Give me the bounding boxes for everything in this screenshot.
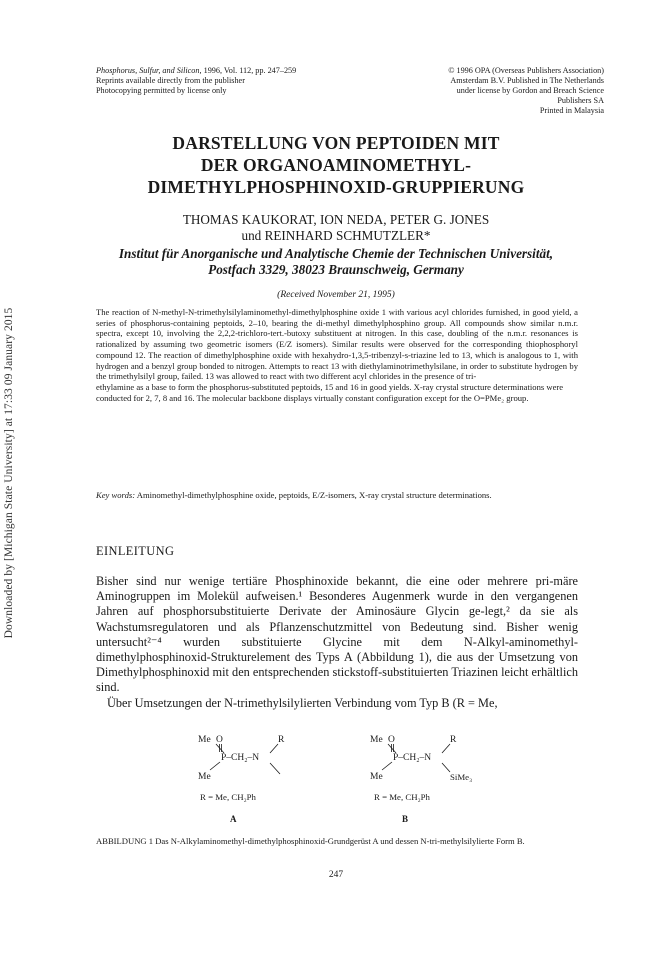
author-list (80, 212, 592, 244)
structure-a-me-top: Me (198, 735, 211, 745)
abstract-main: The reaction of N-methyl-N-trimethylsilylaminomethyl-dimethylphosphine oxide 1 with various acyl chlorides furnished, in good yield, a series of phosphorus-containing peptoids, 2–10, bearing the di-methyl dimethylphosphino group. All compounds show similar n.m.r. spectra, except 10, involving the 2,2,2-trichloro-tert.-butoxy substituent at nitrogen. In this case, doubling of the n.m.r. resonances is rationalized by assuming two geometric isomers (E/Z isomers). Similar results were observed for the corresponding thiophosphoryl compound 12. The reaction of dimethylphosphine oxide with hexahydro-1,3,5-tribenzyl-s-triazine led to 13, which is analogous to 1, with hydrogen and a benzyl group bonded to nitrogen. Attempts to react 13 with diethylaminotrimethylsilane, in order to substitute hydrogen by the trimethylsilyl group, failed. 13 was allowed to react with two different acyl chlorides in the presence of tri- (96, 307, 578, 382)
structure-scheme (150, 730, 550, 822)
page-number: 247 (328, 870, 344, 880)
structure-a-r: R (278, 735, 285, 745)
abstract (96, 307, 578, 403)
structure-a-bond-p-me (210, 762, 220, 770)
structure-b-label: B (402, 814, 409, 822)
structure-b-me-bottom: Me (370, 772, 383, 782)
figure-caption-text: Das N-Alkylaminomethyl-dimethylphosphinoxid-Grundgerüst A und dessen N-tri-methylsilylierte Form B. (155, 836, 525, 846)
structure-a-r-definition: R = Me, CH₂Ph (200, 792, 256, 802)
received-date: (Received November 21, 1995) (277, 290, 395, 300)
download-watermark-text: Downloaded by [Michigan State University] at 17:33 09 January 2015 (3, 307, 15, 638)
keywords-text: Aminomethyl-dimethylphosphine oxide, peptoids, E/Z-isomers, X-ray crystal structure determinations. (136, 490, 492, 500)
title-line-3: DIMETHYLPHOSPHINOXID-GRUPPIERUNG (147, 177, 525, 197)
structure-a-bond-n-r (270, 744, 278, 753)
structure-a-p-chain: P–CH₂–N (221, 753, 260, 763)
publisher-info-left (96, 66, 296, 96)
authors-line-2: und REINHARD SCHMUTZLER* (241, 228, 431, 243)
photocopy-note: Photocopying permitted by license only (96, 86, 227, 95)
publisher-line-2: Amsterdam B.V. Published in The Netherlands (450, 76, 604, 85)
download-watermark (2, 250, 16, 695)
structure-b-bond-n-si (442, 763, 450, 772)
structure-a-me-bottom: Me (198, 772, 211, 782)
title-line-1: DARSTELLUNG VON PEPTOIDEN MIT (172, 133, 500, 153)
structure-b-sime3: SiMe₃ (450, 772, 473, 782)
abstract-tail: ethylamine as a base to form the phosphorus-substituted peptoids, 15 and 16 in good yields. X-ray crystal structure determinations were conducted for 2, 7, 8 and 16. The molecular backbone displays virtually constant configuration except for the O=PMe₂ group. (96, 381, 564, 403)
figure-caption (96, 836, 578, 847)
structure-b-r-definition: R = Me, CH₂Ph (374, 792, 430, 802)
body-paragraph-1: Bisher sind nur wenige tertiäre Phosphinoxide bekannt, die eine oder mehrere pri-märe Aminogruppen im Molekül aufweisen.¹ Besonderes Augenmerk wurde in den vergangenen Jahren auf phosphorsubstituierte Derivate der Aminosäure Glycin ge-legt,² da sie als Wachstumsregulatoren und als Pflanzenschutzmittel von Bedeutung sind. Bisher wenig untersucht²⁻⁴ wurden substituierte Glycine mit dem N-Alkyl-aminomethyl-dimethylphosphinoxid-Strukturelement des Typs A (Abbildung 1), die aus der Umsetzung von Dimethylphosphinoxid mit den entsprechenden stickstoff-substituierten Triazinen leicht erhältlich sind. (96, 574, 578, 695)
structure-b-bond-n-r (442, 744, 450, 753)
structure-b-me-top: Me (370, 735, 383, 745)
keywords-label: Key words: (96, 490, 136, 500)
structure-b-r: R (450, 735, 457, 745)
title-line-2: DER ORGANOAMINOMETHYL- (200, 155, 472, 175)
body-paragraph-2: Über Umsetzungen der N-trimethylsilylierten Verbindung vom Typ B (R = Me, (107, 695, 498, 710)
structure-b-p-chain: P–CH₂–N (393, 753, 432, 763)
figure-caption-label: ABBILDUNG 1 (96, 836, 154, 846)
structure-b-oxygen: O (388, 735, 395, 745)
structure-b-bond-me-p (388, 744, 396, 753)
article-title (80, 132, 592, 198)
journal-name: Phosphorus, Sulfur, and Silicon, (96, 66, 202, 75)
publisher-line-4: Publishers SA (557, 96, 604, 105)
copyright-line: © 1996 OPA (Overseas Publishers Association) (448, 66, 604, 75)
reprint-note: Reprints available directly from the publisher (96, 76, 245, 85)
structure-a-oxygen: O (216, 735, 223, 745)
publisher-line-3: under license by Gordon and Breach Science (456, 86, 604, 95)
structure-a (198, 735, 285, 822)
structure-a-bond-n-h (270, 763, 280, 774)
body-text (96, 574, 578, 711)
journal-volume: 1996, Vol. 112, pp. 247–259 (203, 66, 297, 75)
affiliation (80, 246, 592, 278)
affiliation-line-2: Postfach 3329, 38023 Braunschweig, Germany (208, 262, 464, 277)
authors-line-1: THOMAS KAUKORAT, ION NEDA, PETER G. JONES (182, 212, 490, 227)
printed-in: Printed in Malaysia (539, 106, 604, 115)
structure-b (370, 735, 472, 822)
structure-a-bond-me-p (216, 744, 224, 753)
structure-b-bond-p-me (382, 762, 392, 770)
section-heading: EINLEITUNG (96, 544, 175, 558)
keywords (96, 490, 578, 501)
structure-a-label: A (230, 814, 237, 822)
affiliation-line-1: Institut für Anorganische und Analytische Chemie der Technischen Universität, (118, 246, 554, 261)
journal-citation (96, 66, 296, 76)
publisher-info-right (448, 66, 604, 116)
